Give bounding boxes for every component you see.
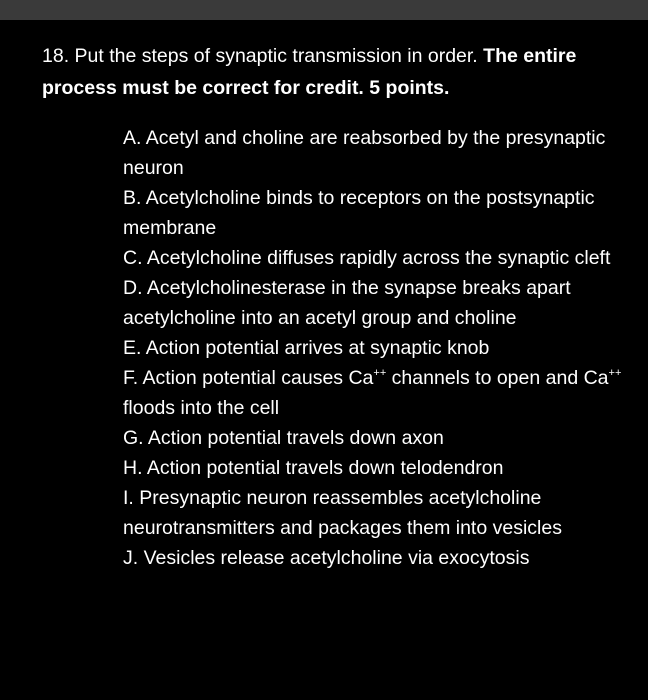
steps-list <box>123 123 623 573</box>
step-h: H. Action potential travels down telodendron <box>123 457 504 479</box>
step-f-text-2: channels to open and Ca <box>386 367 609 389</box>
step-f-superscript-2: ++ <box>608 367 622 379</box>
step-c: C. Acetylcholine diffuses rapidly across the synaptic cleft <box>123 247 611 269</box>
top-bar <box>0 0 648 20</box>
question-prompt <box>42 40 622 104</box>
step-g: G. Action potential travels down axon <box>123 427 444 449</box>
step-d: D. Acetylcholinesterase in the synapse breaks apart acetylcholine into an acetyl group and choline <box>123 277 571 329</box>
question-text: 18. Put the steps of synaptic transmission in order. <box>42 45 478 67</box>
question-bold-note: The entire process must be correct for credit. 5 points. <box>42 45 577 99</box>
step-e: E. Action potential arrives at synaptic knob <box>123 337 490 359</box>
step-a: A. Acetyl and choline are reabsorbed by the presynaptic neuron <box>123 127 606 179</box>
step-i: I. Presynaptic neuron reassembles acetylcholine neurotransmitters and packages them into vesicles <box>123 487 562 539</box>
step-f <box>123 363 623 423</box>
step-j: J. Vesicles release acetylcholine via exocytosis <box>123 547 530 569</box>
step-f-text-1: F. Action potential causes Ca <box>123 367 374 389</box>
step-b: B. Acetylcholine binds to receptors on the postsynaptic membrane <box>123 187 595 239</box>
step-f-text-3: floods into the cell <box>123 397 280 419</box>
step-f-superscript-1: ++ <box>373 367 387 379</box>
